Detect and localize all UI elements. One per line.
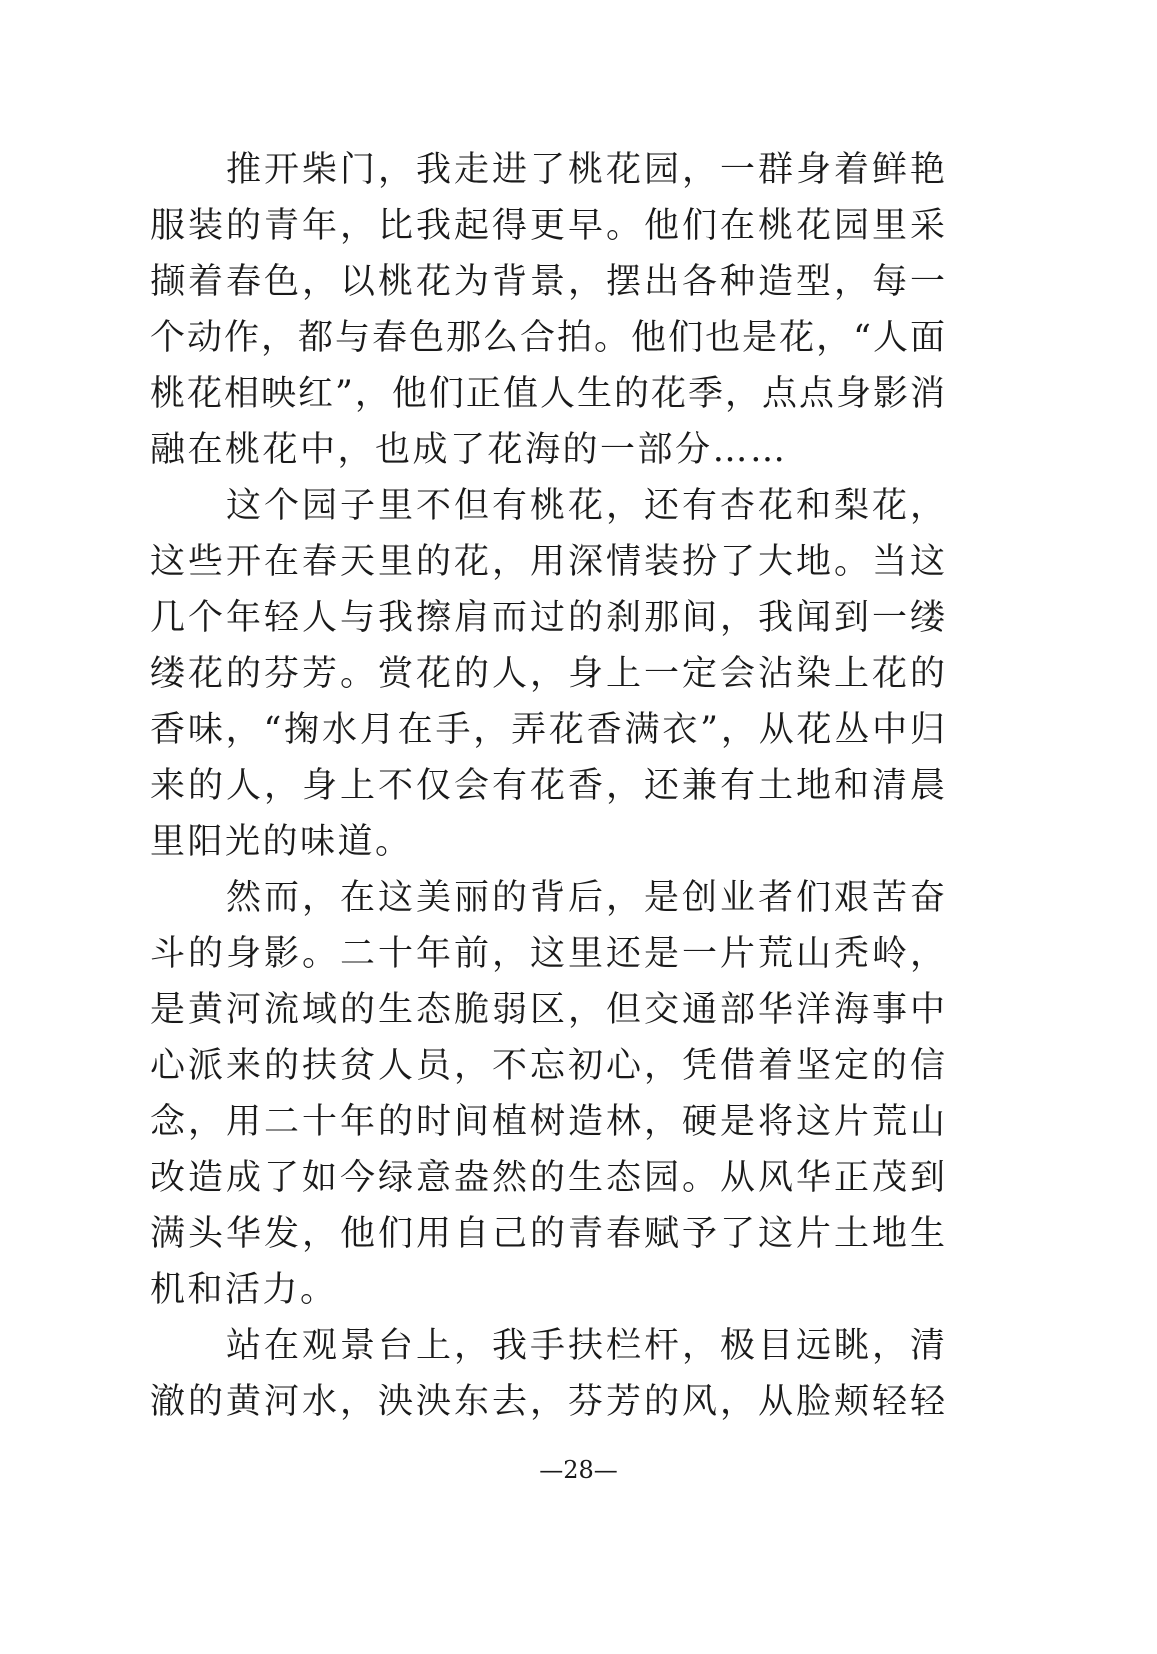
text-line: 机和活力。 [150, 1270, 338, 1310]
text-line: 香味，“掬水月在手，弄花香满衣”，从花丛中归 [150, 710, 945, 750]
text-line: 几个年轻人与我擦肩而过的刹那间，我闻到一缕 [150, 598, 945, 638]
text-line: 服装的青年，比我起得更早。他们在桃花园里采 [150, 206, 945, 246]
text-line: 缕花的芬芳。赏花的人，身上一定会沾染上花的 [150, 654, 945, 694]
text-line: 站在观景台上，我手扶栏杆，极目远眺，清 [226, 1326, 945, 1366]
text-line: 是黄河流域的生态脆弱区，但交通部华洋海事中 [150, 990, 945, 1030]
text-line: 然而，在这美丽的背后，是创业者们艰苦奋 [226, 878, 945, 918]
text-line: 来的人，身上不仅会有花香，还兼有土地和清晨 [150, 766, 945, 806]
text-line: 改造成了如今绿意盎然的生态园。从风华正茂到 [150, 1158, 945, 1198]
text-line: 推开柴门，我走进了桃花园，一群身着鲜艳 [226, 150, 945, 190]
text-line: 满头华发，他们用自己的青春赋予了这片土地生 [150, 1214, 945, 1254]
page-number: —28— [539, 1456, 618, 1484]
text-line: 斗的身影。二十年前，这里还是一片荒山秃岭， [150, 934, 945, 974]
text-line: 念，用二十年的时间植树造林，硬是将这片荒山 [150, 1102, 945, 1142]
text-line: 里阳光的味道。 [150, 822, 413, 862]
text-line: 融在桃花中，也成了花海的一部分…… [150, 430, 788, 470]
text-line: 桃花相映红”，他们正值人生的花季，点点身影消 [150, 374, 945, 414]
text-line: 个动作，都与春色那么合拍。他们也是花，“人面 [150, 318, 945, 358]
text-line: 这些开在春天里的花，用深情装扮了大地。当这 [150, 542, 945, 582]
text-line: 这个园子里不但有桃花，还有杏花和梨花， [226, 486, 945, 526]
text-line: 澈的黄河水，泱泱东去，芬芳的风，从脸颊轻轻 [150, 1382, 945, 1422]
text-line: 撷着春色，以桃花为背景，摆出各种造型，每一 [150, 262, 945, 302]
text-line: 心派来的扶贫人员，不忘初心，凭借着坚定的信 [150, 1046, 945, 1086]
